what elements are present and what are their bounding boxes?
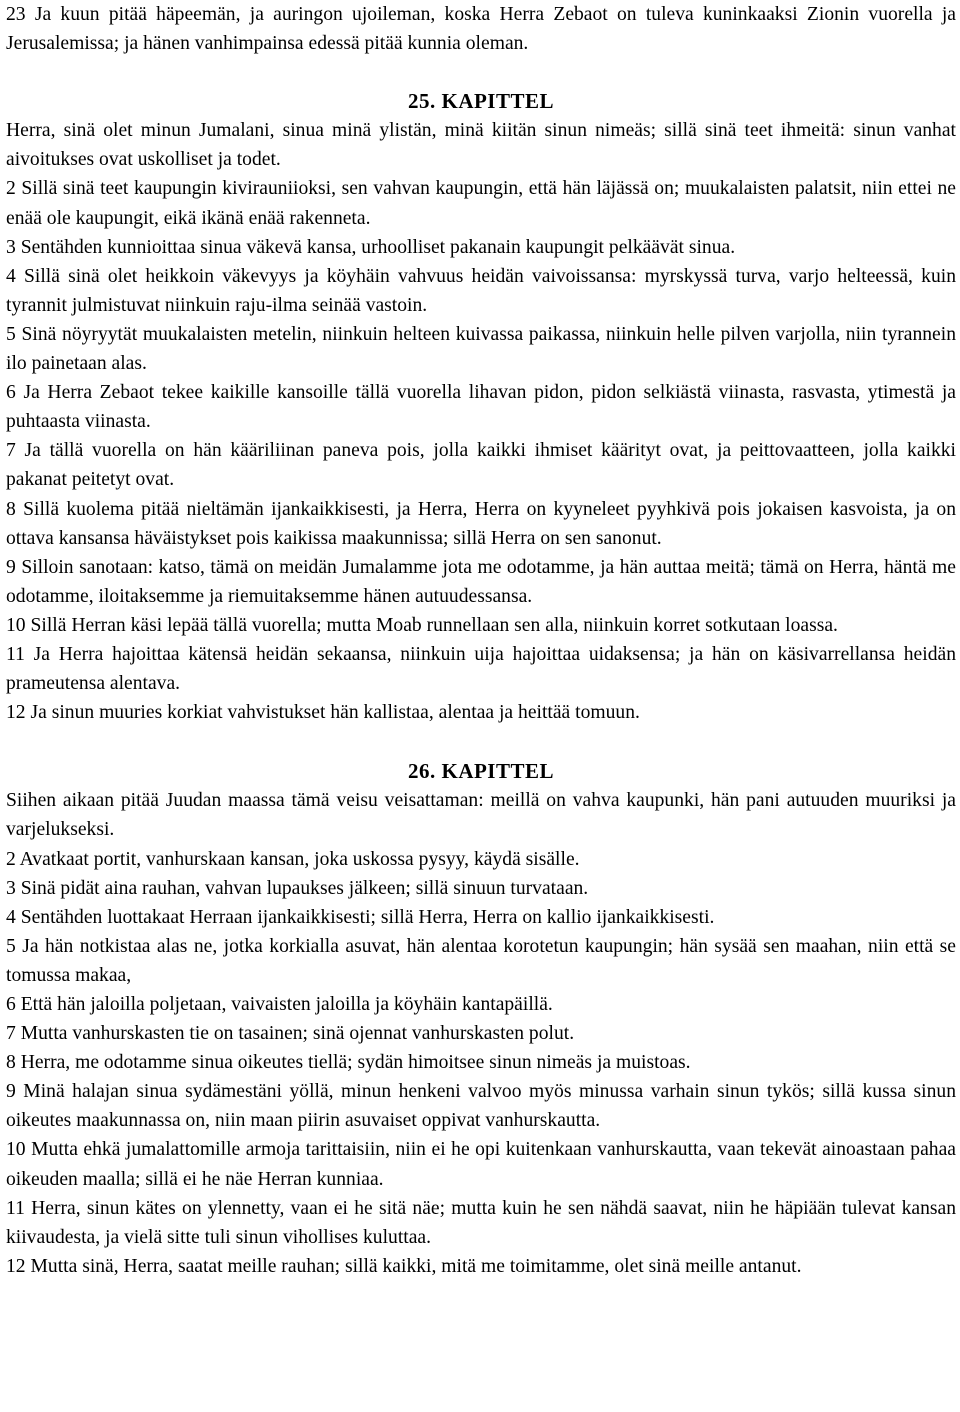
chapter-heading: 25. KAPITTEL bbox=[407, 89, 555, 114]
verse-10: 10 Sillä Herran käsi lepää tällä vuorella; mutta Moab runnellaan sen alla, niinkuin korret sotkutaan loassa. bbox=[6, 614, 838, 636]
chapter-26 bbox=[6, 757, 956, 1281]
verse-9: 9 Silloin sanotaan: katso, tämä on meidän Jumalamme jota me odotamme, ja hän auttaa meitä; tämä on Herra, häntä me odotamme, iloitaksemme ja riemuitaksemme hänen autuudessansa. bbox=[6, 556, 956, 607]
verse-2: 2 Sillä sinä teet kaupungin kivirauniioksi, sen vahvan kaupungin, että hän läjässä on; muukalaisten palatsit, niin ettei ne enää ole kaupungit, eikä ikänä enää rakenneta. bbox=[6, 178, 956, 229]
verse-11: 11 Ja Herra hajoittaa kätensä heidän sekaansa, niinkuin uija hajoittaa uidaksensa; ja hän on käsivarrellansa heidän prameutensa alentava. bbox=[6, 643, 956, 695]
verse-7: 7 Ja tällä vuorella on hän kääriliinan paneva pois, jolla kaikki ihmiset käärityt ovat, ja peittovaatteen, jolla kaikki pakanat peitetyt ovat. bbox=[6, 440, 956, 491]
verse-6: 6 Ja Herra Zebaot tekee kaikille kansoille tällä vuorella lihavan pidon, pidon selkiästä viinasta, rasvasta, ytimestä ja puhtaasta viinasta. bbox=[6, 382, 956, 433]
verse-8: 8 Sillä kuolema pitää nieltämän ijankaikkisesti, ja Herra, Herra on kyyneleet pyyhkivä pois jokaisen kasvoista, ja on ottava kansansa häväistykset pois kaikissa maakunnissa; sillä Herra on sen sanonut. bbox=[6, 498, 956, 549]
document-page bbox=[6, 0, 956, 1281]
section-spacer bbox=[6, 727, 956, 757]
verse-2: 2 Avatkaat portit, vanhurskaan kansan, joka uskossa pysyy, käydä sisälle. bbox=[6, 848, 580, 870]
verse-11: 11 Herra, sinun kätes on ylennetty, vaan ei he sitä näe; mutta kuin he sen nähdä saavat, niin he häpiään tulevat kansan kiivaudesta, ja vielä sitte tuli sinun vihollises kuluttaa. bbox=[6, 1197, 956, 1248]
verse-5: 5 Sinä nöyryytät muukalaisten metelin, niinkuin helteen kuivassa paikassa, niinkuin helle pilven varjolla, niin tyrannein ilo painetaan alas. bbox=[6, 323, 956, 375]
verse-5: 5 Ja hän notkistaa alas ne, jotka korkialla asuvat, hän alentaa korotetun kaupungin; hän sysää sen maahan, niin että se tomussa makaa, bbox=[6, 935, 956, 986]
verse-3: 3 Sentähden kunnioittaa sinua väkevä kansa, urhoolliset pakanain kaupungit pelkäävät sinua. bbox=[6, 236, 736, 258]
verse-1: Herra, sinä olet minun Jumalani, sinua minä ylistän, minä kiitän sinun nimeäs; sillä sinä teet ihmeitä: sinun vanhat aivoitukses ovat uskolliset ja todet. bbox=[6, 120, 956, 171]
verse-4: 4 Sentähden luottakaat Herraan ijankaikkisesti; sillä Herra, Herra on kallio ijankaikkisesti. bbox=[6, 906, 715, 928]
verse-8: 8 Herra, me odotamme sinua oikeutes tiellä; sydän himoitsee sinun nimeäs ja muistoas. bbox=[6, 1052, 691, 1074]
intro-paragraph: 23 Ja kuun pitää häpeemän, ja auringon ujoileman, koska Herra Zebaot on tuleva kuninkaaksi Zionin vuorella ja Jerusalemissa; ja hänen vanhimpainsa edessä pitää kunnia oleman. bbox=[6, 4, 956, 55]
verse-6: 6 Että hän jaloilla poljetaan, vaivaisten jaloilla ja köyhäin kantapäillä. bbox=[6, 994, 553, 1015]
verse-3: 3 Sinä pidät aina rauhan, vahvan lupaukses jälkeen; sillä sinuun turvataan. bbox=[6, 877, 589, 899]
verse-4: 4 Sillä sinä olet heikkoin väkevyys ja köyhäin vahvuus heidän vaivoissansa: myrskyssä turva, varjo helteessä, kuin tyrannit julmistuvat niinkuin raju-ilma seinää vastoin. bbox=[6, 265, 956, 316]
verse-10: 10 Mutta ehkä jumalattomille armoja tarittaisiin, niin ei he opi kuitenkaan vanhurskautta, vaan tekevät ainoastaan pahaa oikeuden maalla; sillä ei he näe Herran kunniaa. bbox=[6, 1139, 956, 1190]
verse-7: 7 Mutta vanhurskasten tie on tasainen; sinä ojennat vanhurskasten polut. bbox=[6, 1023, 575, 1045]
verse-12: 12 Mutta sinä, Herra, saatat meille rauhan; sillä kaikki, mitä me toimitamme, olet sinä meille antanut. bbox=[6, 1255, 802, 1277]
verse-1: Siihen aikaan pitää Juudan maassa tämä veisu veisattaman: meillä on vahva kaupunki, hän pani autuuden muuriksi ja varjelukseksi. bbox=[6, 790, 956, 841]
verse-9: 9 Minä halajan sinua sydämestäni yöllä, minun henkeni valvoo myös minussa varhain sinun tykös; sillä kussa sinun oikeutes maakunnassa on, niin maan piirin asuvaiset oppivat vanhurskautta. bbox=[6, 1081, 956, 1132]
chapter-heading: 26. KAPITTEL bbox=[407, 759, 555, 784]
verse-12: 12 Ja sinun muuries korkiat vahvistukset hän kallistaa, alentaa ja heittää tomuun. bbox=[6, 702, 640, 724]
chapter-25 bbox=[6, 87, 956, 727]
section-spacer bbox=[6, 58, 956, 87]
